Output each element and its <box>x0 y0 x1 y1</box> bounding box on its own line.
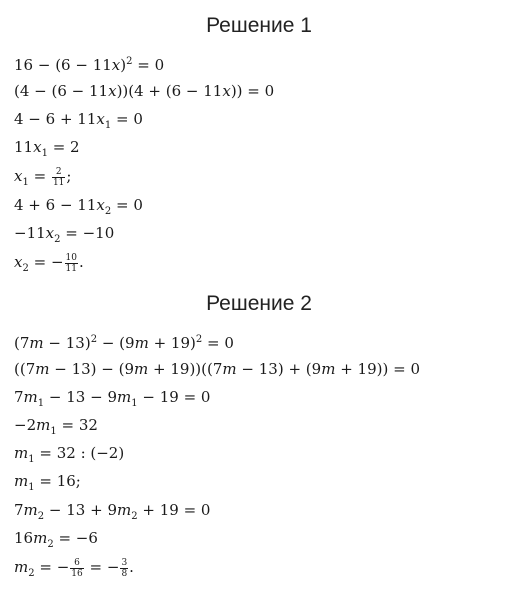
solution-1-line-8: $x_2$ = − $\frac{10}{11}$ . <box>14 252 84 274</box>
solution-2-line-3: $7m_1 - 13 - 9m_1 - 19 = 0$ <box>14 388 211 409</box>
solution-2-line-6: $m_1 = 16$; <box>14 472 81 493</box>
solution-2-line-1: $(7m - 13)^2 - (9m + 19)^2 = 0$ <box>14 334 234 352</box>
solution-2-line-7: $7m_2 - 13 + 9m_2 + 19 = 0$ <box>14 501 211 522</box>
solution-1-line-2: (4 − (6 − 11x))(4 + (6 − 11x)) = 0 <box>14 82 275 100</box>
solution-2-line-5: $m_1 = 32$ : (−2) <box>14 444 125 465</box>
solution-2-line-8: $16m_2 = -6$ <box>14 529 98 550</box>
fraction: $\frac{6}{16}$ <box>71 557 83 579</box>
fraction: $\frac{10}{11}$ <box>65 252 77 274</box>
solution-1-heading: Решение 1 <box>206 14 312 37</box>
solution-2-line-9: $m_2$ = − $\frac{6}{16}$ = − $\frac{3}{8}$ . <box>14 557 134 579</box>
fraction: $\frac{2}{11}$ <box>52 166 65 188</box>
solution-1-line-3: $4 - 6 + 11x_1 = 0$ <box>14 110 143 131</box>
fraction: $\frac{3}{8}$ <box>121 557 128 579</box>
solution-1-line-4: $11x_1 = 2$ <box>14 138 80 159</box>
solution-1-line-1: $16 - (6 - 11x)^2 = 0$ <box>14 56 165 74</box>
solution-2-line-2: ((7m − 13) − (9m + 19))((7m − 13) + (9m + 19)) = 0 <box>14 360 420 378</box>
solution-2-line-4: $-2m_1 = 32$ <box>14 416 98 437</box>
solution-2-heading: Решение 2 <box>206 292 312 315</box>
solution-1-line-5: $x_1$ = $\frac{2}{11}$ ; <box>14 166 72 188</box>
solution-1-line-6: $4 + 6 - 11x_2 = 0$ <box>14 196 143 217</box>
solution-1-line-7: $-11x_2 = -10$ <box>14 224 115 245</box>
